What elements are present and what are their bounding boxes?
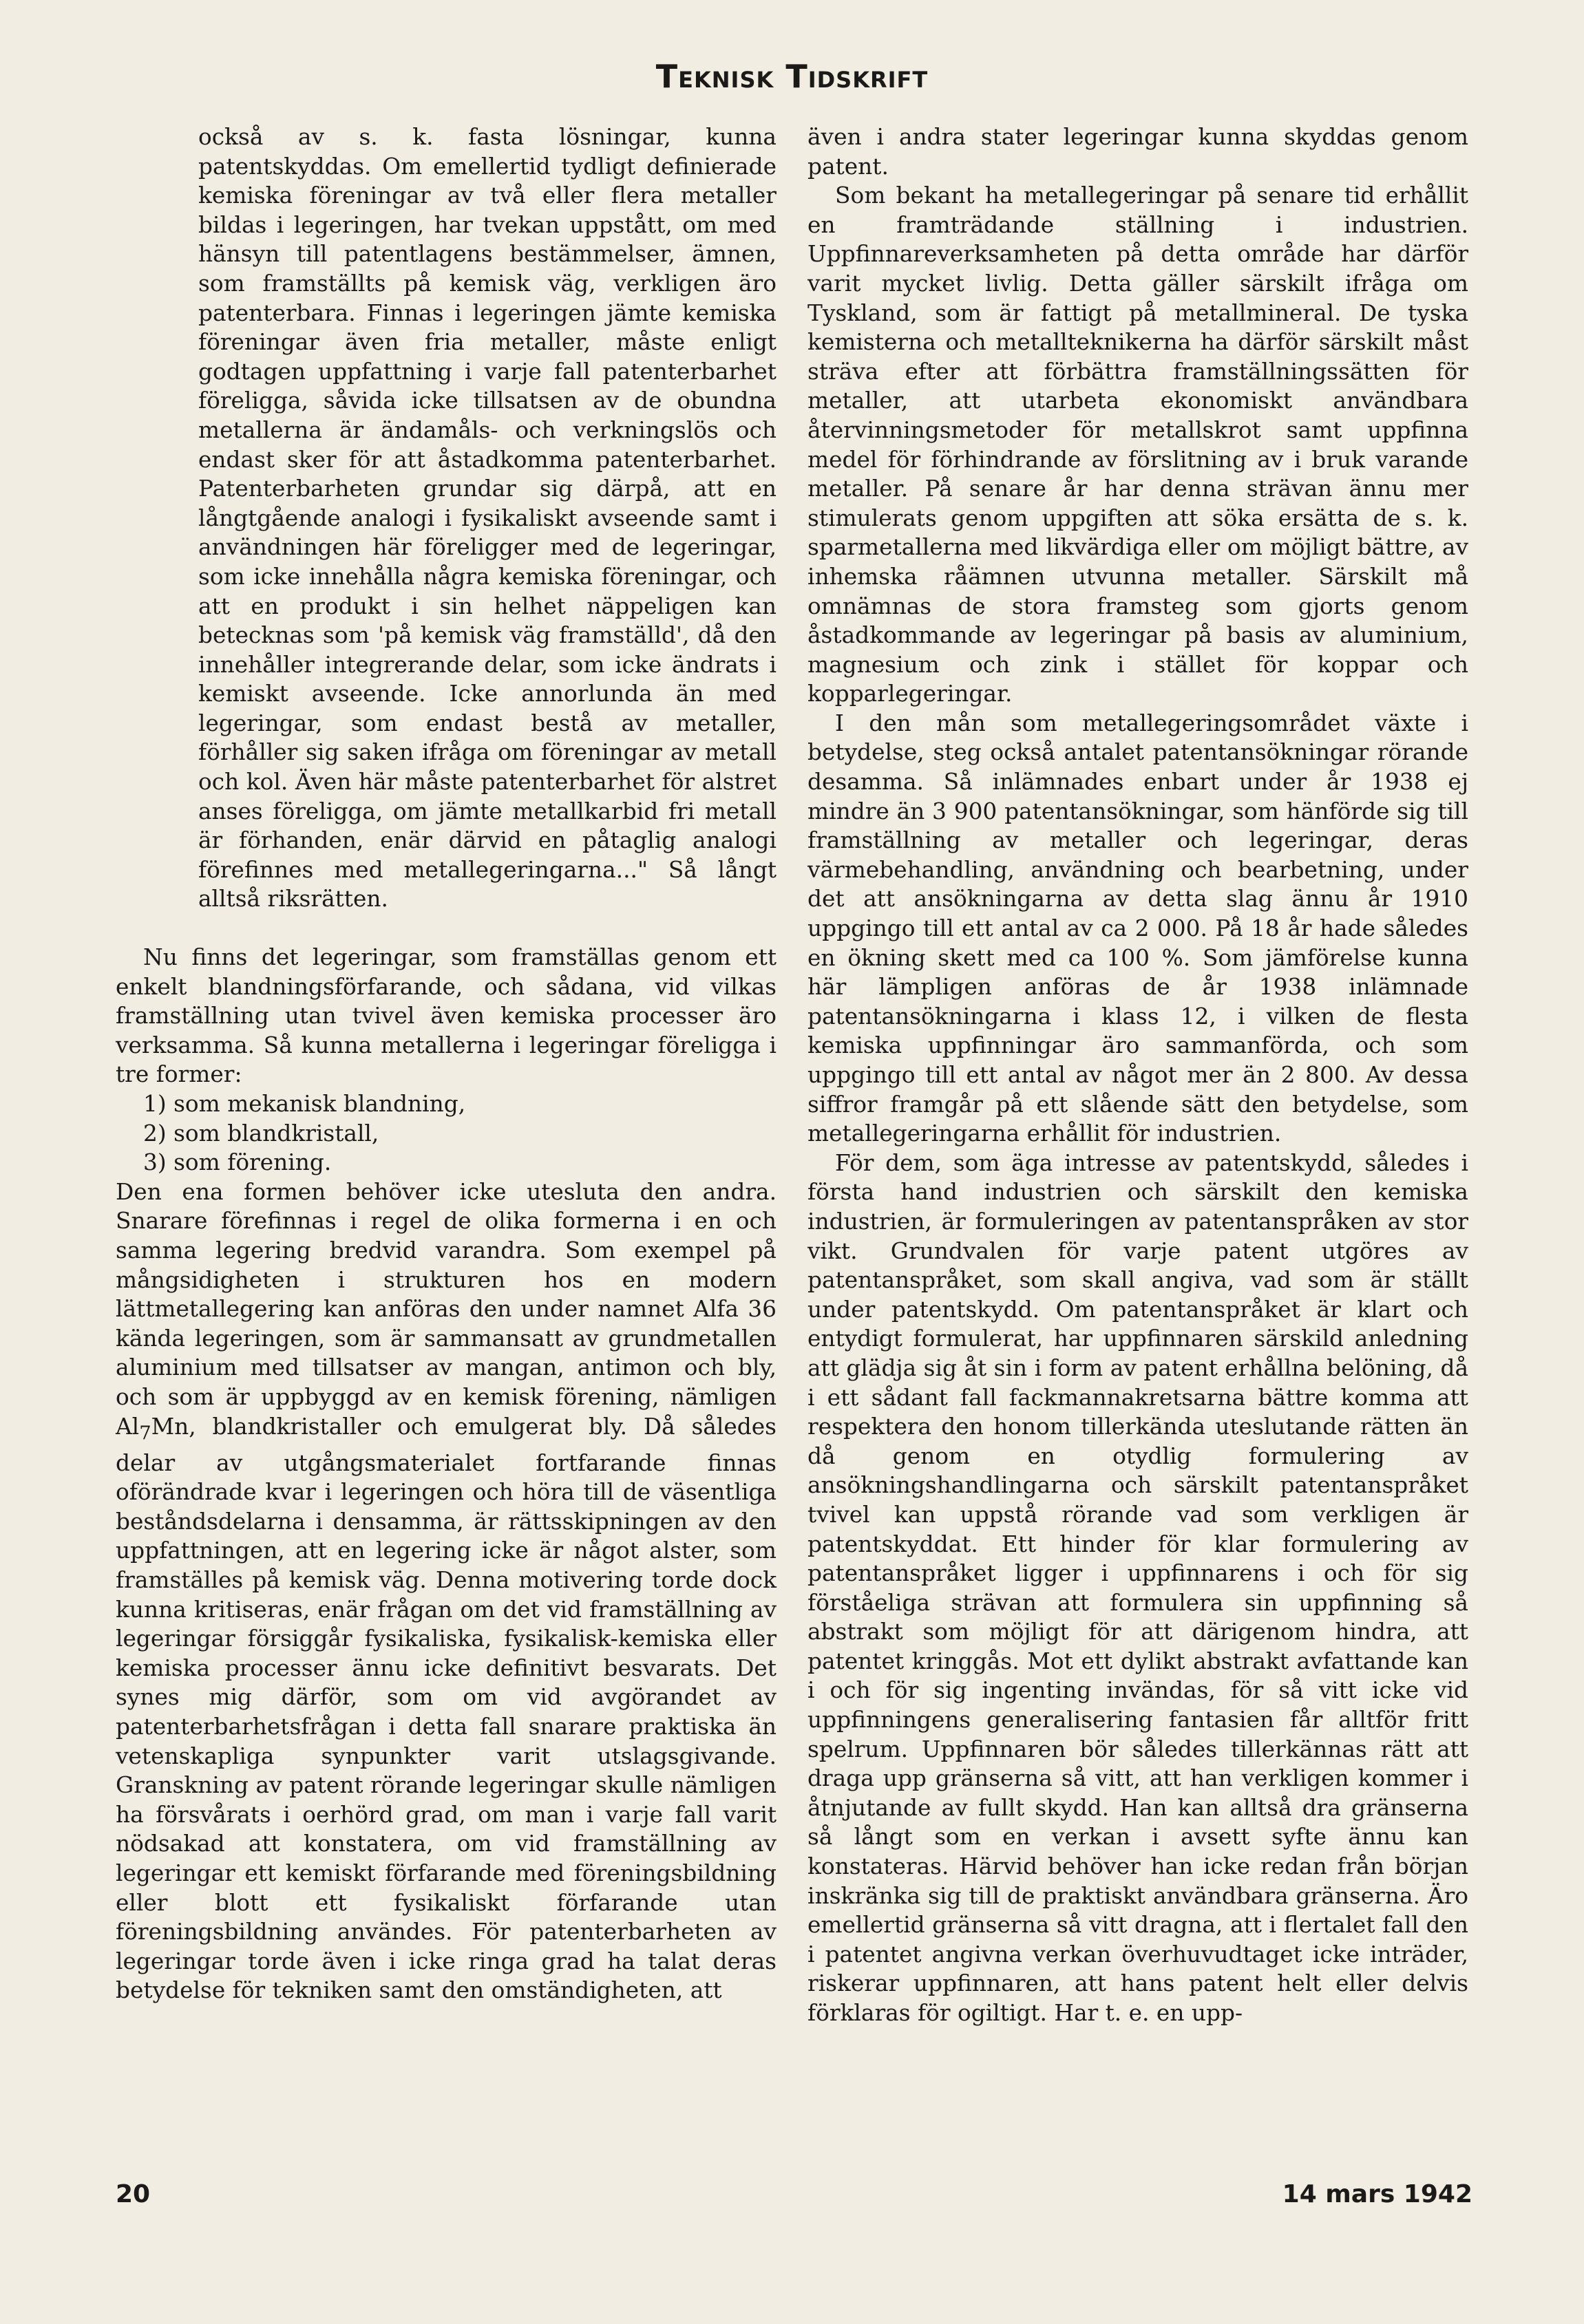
body-paragraph: även i andra stater legeringar kunna skyddas genom patent. [807, 124, 1468, 180]
body-paragraph: Nu finns det legeringar, som framställas genom ett enkelt blandningsförfarande, och sådana, vid vilkas framställning utan tvivel även kemiska processer äro verksamma. Så kunna metallerna i legeringar föreligga i tre former: [116, 944, 777, 1088]
left-column [116, 122, 777, 2005]
body-paragraph: För dem, som äga intresse av patentskydd, således i första hand industrien och särskilt den kemiska industrien, är formuleringen av patentanspråken av stor vikt. Grundvalen för varje patent utgöres av patentanspråket, som skall angiva, vad som är ställt under patentskydd. Om patentanspråket är klart och entydigt formulerat, har uppfinnaren särskild anledning att glädja sig åt sin i form av patent erhållna belöning, då i ett sådant fall fackmannakretsarna bättre komma att respektera den honom tillerkända uteslutande rätten än då genom en otydlig formulering av ansökningshandlingarna och särskilt patentanspråket tvivel kan uppstå rörande vad som verkligen är patentskyddat. Ett hinder för klar formulering av patentanspråket ligger i uppfinnarens i och för sig förståeliga strävan att formulera sin uppfinning så abstrakt som möjligt för att därigenom hindra, att patentet kringgås. Mot ett dylikt abstrakt avfattande kan i och för sig ingenting invändas, för så vitt icke vid uppfinningens generalisering fantasien får alltför fritt spelrum. Uppfinnaren bör således tillerkännas rätt att draga upp gränserna så vitt, att han verkligen kommer i åtnjutande av fullt skydd. Han kan alltså dra gränserna så långt som en verkan i avsett syfte ännu kan konstateras. Härvid behöver han icke redan från början inskränka sig till de praktiskt användbara gränserna. Äro emellertid gränserna så vitt dragna, att i flertalet fall den i patentet angivna verkan överhuvudtaget icke inträder, riskerar uppfinnaren, att hans patent helt eller delvis förklaras för ogiltigt. Har t. e. en upp- [807, 1149, 1468, 2026]
issue-date: 14 mars 1942 [1282, 2180, 1472, 2208]
para-text: Mn, blandkristaller och emulgerat bly. Då således delar av utgångsmaterialet fortfarande finnas oförändrade kvar i legeringen och höra till de väsentliga beståndsdelarna i densamma, är rättsskipningen av den uppfattningen, att en legering icke är något alster, som framställes på kemisk väg. Denna motivering torde dock kunna kritiseras, enär frågan om det vid framställning av legeringar försiggår fysikaliska, fysikalisk-kemiska eller kemiska processer ännu icke definitivt besvarats. Det synes mig därför, som om vid avgörandet av patenterbarhetsfrågan i detta fall snarare praktiska än vetenskapliga synpunkter varit utslagsgivande. Granskning av patent rörande legeringar skulle nämligen ha försvårats i oerhörd grad, om man i varje fall varit nödsakad att konstatera, om vid framställning av legeringar ett kemiskt förfarande med föreningsbildning eller blott ett fysikaliskt förfarande utan föreningsbildning användes. För patenterbarheten av legeringar torde även i icke ringa grad ha talat deras betydelse för tekniken samt den omständigheten, att [116, 1413, 777, 2004]
subscript: 7 [139, 1422, 151, 1444]
body-paragraph [116, 1177, 777, 2005]
body-paragraph: Som bekant ha metallegeringar på senare tid erhållit en framträdande ställning i industrien. Uppfinnareverksamheten på detta område har därför varit mycket livlig. Detta gäller särskilt ifråga om Tyskland, som är fattigt på metallmineral. De tyska kemisterna och metallteknikerna ha därför särskilt måst sträva efter att förbättra framställningssätten för metaller, att utarbeta ekonomiskt användbara återvinningsmetoder för metallskrot samt uppfinna medel för förhindrande av förslitning av i bruk varande metaller. På senare år har denna strävan ännu mer stimulerats genom uppgiften att söka ersätta de s. k. sparmetallerna med likvärdiga eller om möjligt bättre, av inhemska råämnen utvunna metaller. Särskilt må omnämnas de stora framsteg som gjorts genom åstadkommande av legeringar på basis av aluminium, magnesium och zink i stället för koppar och kopparlegeringar. [807, 182, 1468, 707]
page-number: 20 [116, 2180, 151, 2208]
para-text: Den ena formen behöver icke utesluta den andra. Snarare förefinnas i regel de olika formerna i en och samma legering bredvid varandra. Som exempel på mångsidigheten i strukturen hos en modern lättmetallegering kan anföras den under namnet Alfa 36 kända legeringen, som är sammansatt av grundmetallen aluminium med tillsatser av mangan, antimon och bly, och som är uppbyggd av en kemisk förening, nämligen Al [116, 1178, 777, 1440]
list-item: 3) som förening. [143, 1149, 332, 1176]
quoted-passage: också av s. k. fasta lösningar, kunna patentskyddas. Om emellertid tydligt definierade kemiska föreningar av två eller flera metaller bildas i legeringen, har tvekan uppstått, om med hänsyn till patentlagens bestämmelser, ämnen, som framställts på kemisk väg, verkligen äro patenterbara. Finnas i legeringen jämte kemiska föreningar även fria metaller, måste enligt godtagen uppfattning i varje fall patenterbarhet föreligga, såvida icke tillsatsen av de obundna metallerna är ändamåls- och verkningslös och endast sker för att åstadkomma patenterbarhet. Patenterbarheten grundar sig därpå, att en långtgående analogi i fysikaliskt avseende samt i användningen här föreligger med de legeringar, som icke innehålla några kemiska föreningar, och att en produkt i sin helhet näppeligen kan betecknas som 'på kemisk väg framställd', då den innehåller integrerande delar, som icke ändrats i kemiskt avseende. Icke annorlunda än med legeringar, som endast bestå av metaller, förhåller sig saken ifråga om föreningar av metall och kol. Även här måste patenterbarhet för alstret anses föreligga, om jämte metallkarbid fri metall är förhanden, enär därvid en påtaglig analogi förefinnes med metallegeringarna..." Så långt alltså riksrätten. [198, 124, 777, 913]
right-column [807, 122, 1468, 2028]
body-paragraph: I den mån som metallegeringsområdet växte i betydelse, steg också antalet patentansökningar rörande desamma. Så inlämnades enbart under år 1938 ej mindre än 3 900 patentansökningar, som hänförde sig till framställning av metaller och legeringar, deras värmebehandling, användning och bearbetning, under det att ansökningarna av detta slag ännu år 1910 uppgingo till ett antal av ca 2 000. På 18 år hade således en ökning skett med ca 100 %. Som jämförelse kunna här lämpligen anföras de år 1938 inlämnade patentansökningarna i klass 12, i vilken de flesta kemiska uppfinningar äro sammanförda, och som uppgingo till ett antal av något mer än 2 800. Av dessa siffror framgår på ett slående sätt den betydelse, som metallegeringarna erhållit för industrien. [807, 710, 1468, 1147]
journal-title: Teknisk Tidskrift [655, 58, 929, 95]
list-item: 1) som mekanisk blandning, [143, 1091, 466, 1117]
list-item: 2) som blandkristall, [143, 1120, 379, 1147]
